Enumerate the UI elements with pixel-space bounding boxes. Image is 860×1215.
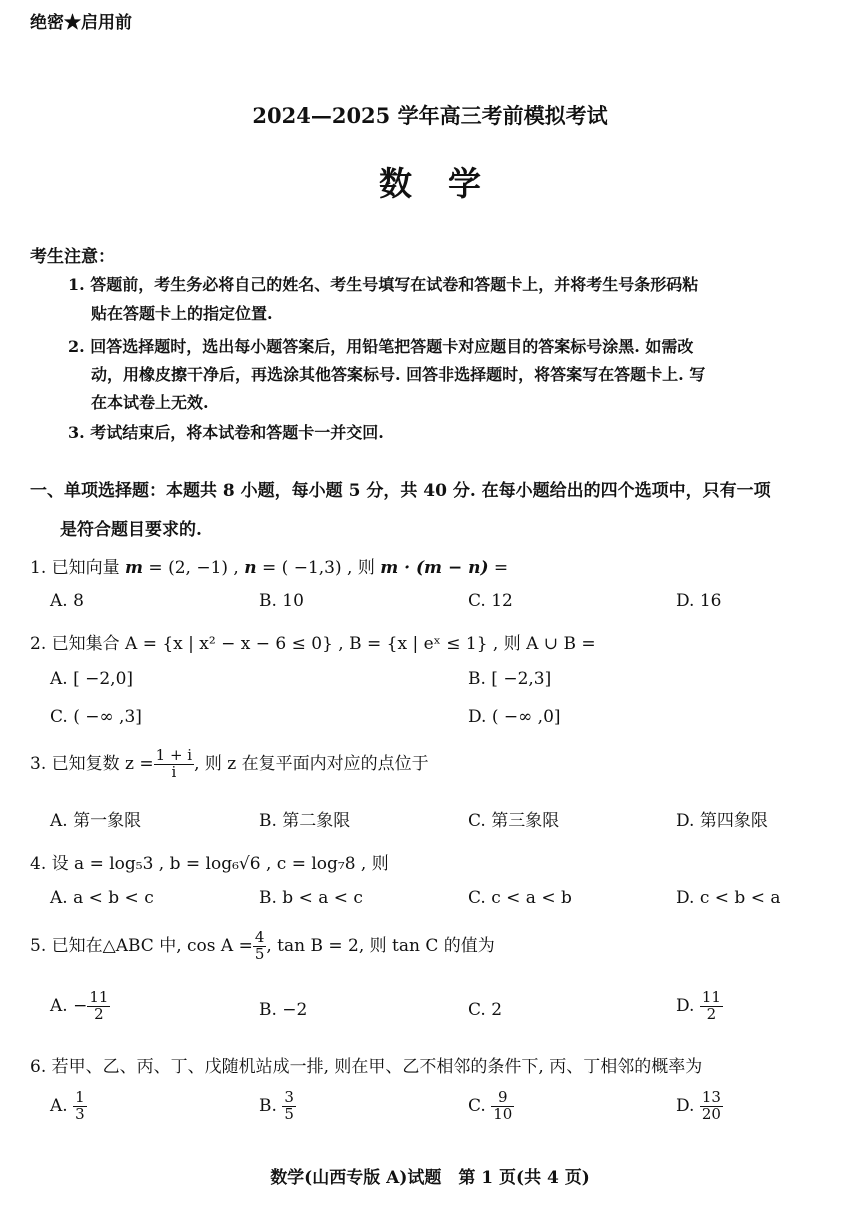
question-5-stem: 5. 已知在△ABC 中, cos A = $\frac{4}{5}$ , tan B = 2, 则 tan C 的值为 <box>30 928 495 963</box>
question-2-option-d: D. ( −∞ ,0] <box>468 707 561 727</box>
fraction: $\frac{1 + i}{i}$ <box>155 746 193 781</box>
question-1-option-b: B. 10 <box>259 591 304 611</box>
subject-title: 数学 <box>379 164 517 203</box>
fraction: $\frac{4}{5}$ <box>254 928 265 963</box>
fraction: $\frac{3}{5}$ <box>284 1088 294 1123</box>
question-1-option-c: C. 12 <box>468 591 513 611</box>
question-6-option-d: D. $\frac{13}{20}$ <box>676 1088 721 1123</box>
notice-line: 动，用橡皮擦干净后，再选涂其他答案标号. 回答非选择题时，将答案写在答题卡上. 写 <box>91 365 706 384</box>
question-6-option-a: A. $\frac{1}{3}$ <box>50 1088 85 1123</box>
notice-line: 1. 答题前，考生务必将自己的姓名、考生号填写在试卷和答题卡上，并将考生号条形码粘 <box>68 275 699 294</box>
section-instruction-cont: 是符合题目要求的. <box>60 520 202 540</box>
section-instruction: 一、单项选择题：本题共 8 小题，每小题 5 分，共 40 分. 在每小题给出的四个选项中，只有一项 <box>30 481 771 501</box>
question-5-option-c: C. 2 <box>468 1000 503 1020</box>
question-1-stem: 1. 已知向量 m = (2, −1) , n = ( −1,3) , 则 m · (m − n) = <box>30 558 509 578</box>
page-footer: 数学(山西专版 A)试题 第 1 页(共 4 页) <box>270 1168 590 1188</box>
notice-line: 贴在答题卡上的指定位置. <box>91 304 273 323</box>
question-3-option-a: A. 第一象限 <box>50 811 142 831</box>
fraction: $\frac{9}{10}$ <box>493 1088 513 1123</box>
question-3-option-c: C. 第三象限 <box>468 811 560 831</box>
notice-line: 在本试卷上无效. <box>91 393 209 412</box>
question-5-option-d: D. $\frac{11}{2}$ <box>676 988 721 1023</box>
notice-line: 3. 考试结束后，将本试卷和答题卡一并交回. <box>68 423 384 442</box>
confidential-label: 绝密★启用前 <box>30 13 132 33</box>
question-1-option-a: A. 8 <box>50 591 84 611</box>
notice-heading: 考生注意： <box>30 247 115 267</box>
question-4-option-c: C. c < a < b <box>468 888 572 908</box>
question-4-stem: 4. 设 a = log₅3 , b = log₆√6 , c = log₇8 , 则 <box>30 854 389 874</box>
question-5-option-a: A. − $\frac{11}{2}$ <box>50 988 109 1023</box>
question-4-option-d: D. c < b < a <box>676 888 781 908</box>
notice-line: 2. 回答选择题时，选出每小题答案后，用铅笔把答题卡对应题目的答案标号涂黑. 如需改 <box>68 337 694 356</box>
question-3-option-b: B. 第二象限 <box>259 811 351 831</box>
question-6-option-c: C. $\frac{9}{10}$ <box>468 1088 513 1123</box>
question-2-option-c: C. ( −∞ ,3] <box>50 707 142 727</box>
question-1-option-d: D. 16 <box>676 591 722 611</box>
fraction: $\frac{13}{20}$ <box>701 1088 721 1123</box>
question-3-stem: 3. 已知复数 z = $\frac{1 + i}{i}$ , 则 z 在复平面内对应的点位于 <box>30 746 429 781</box>
question-6-option-b: B. $\frac{3}{5}$ <box>259 1088 294 1123</box>
question-2-stem: 2. 已知集合 A = {x | x² − x − 6 ≤ 0} , B = {x | eˣ ≤ 1} , 则 A ∪ B = <box>30 634 596 654</box>
question-4-option-a: A. a < b < c <box>50 888 154 908</box>
question-5-option-b: B. −2 <box>259 1000 308 1020</box>
fraction: $\frac{11}{2}$ <box>701 988 721 1023</box>
question-2-option-b: B. [ −2,3] <box>468 669 552 689</box>
fraction: $\frac{11}{2}$ <box>89 988 109 1023</box>
question-3-option-d: D. 第四象限 <box>676 811 768 831</box>
exam-title: 2024—2025 学年高三考前模拟考试 <box>252 103 608 128</box>
question-4-option-b: B. b < a < c <box>259 888 363 908</box>
question-6-stem: 6. 若甲、乙、丙、丁、戊随机站成一排, 则在甲、乙不相邻的条件下, 丙、丁相邻的概率为 <box>30 1057 703 1077</box>
question-2-option-a: A. [ −2,0] <box>50 669 134 689</box>
fraction: $\frac{1}{3}$ <box>75 1088 85 1123</box>
